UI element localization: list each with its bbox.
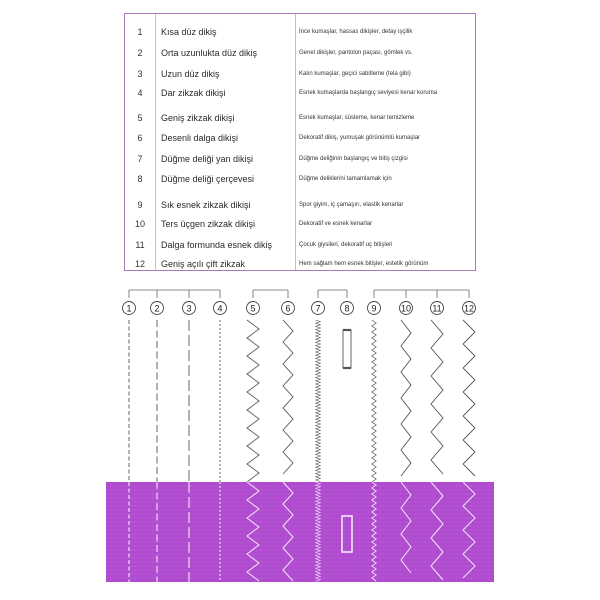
stitch-usage: Genel dikişler, pantolon paçası, gömlek vs. <box>299 50 413 56</box>
stitch-number-label: 1 <box>126 303 132 314</box>
stitch-number: 4 <box>137 88 143 98</box>
stitch-number: 6 <box>137 133 143 143</box>
stitch-number-label: 10 <box>400 303 412 314</box>
stitch-name: Desenli dalga dikişi <box>161 133 239 143</box>
stitch-number-label: 5 <box>250 303 256 314</box>
stitch-name: Dalga formunda esnek dikiş <box>161 240 273 250</box>
stitch-number-label: 12 <box>463 303 475 314</box>
stitch-name: Geniş açılı çift zikzak <box>161 259 246 269</box>
stitch-usage: Esnek kumaşlar, süsleme, kenar temizleme <box>299 115 415 121</box>
dense-elastic-zigzag-stitch <box>372 320 376 482</box>
stitch-number: 9 <box>137 200 143 210</box>
stitch-name: Uzun düz dikiş <box>161 69 220 79</box>
stitch-number: 5 <box>137 113 143 123</box>
stitch-number-label: 11 <box>432 303 442 314</box>
stitch-usage: Düğme deliğinin başlangıç ve bitiş çizgisi <box>299 156 408 162</box>
wave-elastic-stitch <box>431 320 443 474</box>
stitch-name: Dar zikzak dikişi <box>161 88 226 98</box>
stitch-usage: Hem sağlam hem esnek bitişler, estetik görünüm <box>299 261 429 267</box>
buttonhole-side-stitch <box>316 320 321 482</box>
stitch-number-label: 2 <box>154 303 160 314</box>
stitch-name: Ters üçgen zikzak dikişi <box>161 219 256 229</box>
stitch-name: Sık esnek zikzak dikişi <box>161 200 251 210</box>
stitch-number: 8 <box>137 174 143 184</box>
stitch-number: 1 <box>137 27 143 37</box>
stitch-number: 10 <box>134 219 145 229</box>
stitch-name: Düğme deliği yan dikişi <box>161 154 254 164</box>
stitch-usage: İnce kumaşlar, hassas dikişler, detay işçilik <box>299 29 413 35</box>
double-zigzag-stitch <box>463 320 475 476</box>
stitch-name: Geniş zikzak dikişi <box>161 113 235 123</box>
stitch-name: Düğme deliği çerçevesi <box>161 174 255 184</box>
stitch-number-label: 3 <box>186 303 192 314</box>
stitch-number: 2 <box>137 48 143 58</box>
stitch-usage: Kalın kumaşlar, geçici sabitleme (tela gibi) <box>299 71 411 77</box>
stitch-number-label: 4 <box>217 303 223 314</box>
stitch-number: 7 <box>137 154 143 164</box>
stitch-usage: Çocuk giysileri, dekoratif uç bitişleri <box>299 242 393 248</box>
stitch-name: Orta uzunlukta düz dikiş <box>161 48 258 58</box>
triangle-zigzag-stitch <box>401 320 411 476</box>
buttonhole-frame <box>343 330 351 368</box>
wide-zigzag-stitch <box>247 320 259 482</box>
stitch-usage: Esnek kumaşlarda başlangıç seviyesi kenar koruma <box>299 90 438 96</box>
stitch-number: 3 <box>137 69 143 79</box>
stitch-name: Kısa düz dikiş <box>161 27 217 37</box>
stitch-number-label: 7 <box>315 303 321 314</box>
stitch-number-label: 9 <box>371 303 377 314</box>
patterned-wave-stitch <box>283 320 293 474</box>
stitch-usage: Dekoratif ve esnek kenarlar <box>299 221 373 227</box>
stitch-number: 11 <box>135 240 145 250</box>
stitch-usage: Spor giyim, iç çamaşırı, elastik kenarlar <box>299 202 404 208</box>
stitch-number-label: 6 <box>285 303 291 314</box>
stitch-number-label: 8 <box>344 303 350 314</box>
stitch-usage: Dekoratif dikiş, yumuşak görünümlü kumaşlar <box>299 135 421 141</box>
stitch-number: 12 <box>134 259 145 269</box>
stitch-usage: Düğme deliklerini tamamlamak için <box>299 176 392 182</box>
